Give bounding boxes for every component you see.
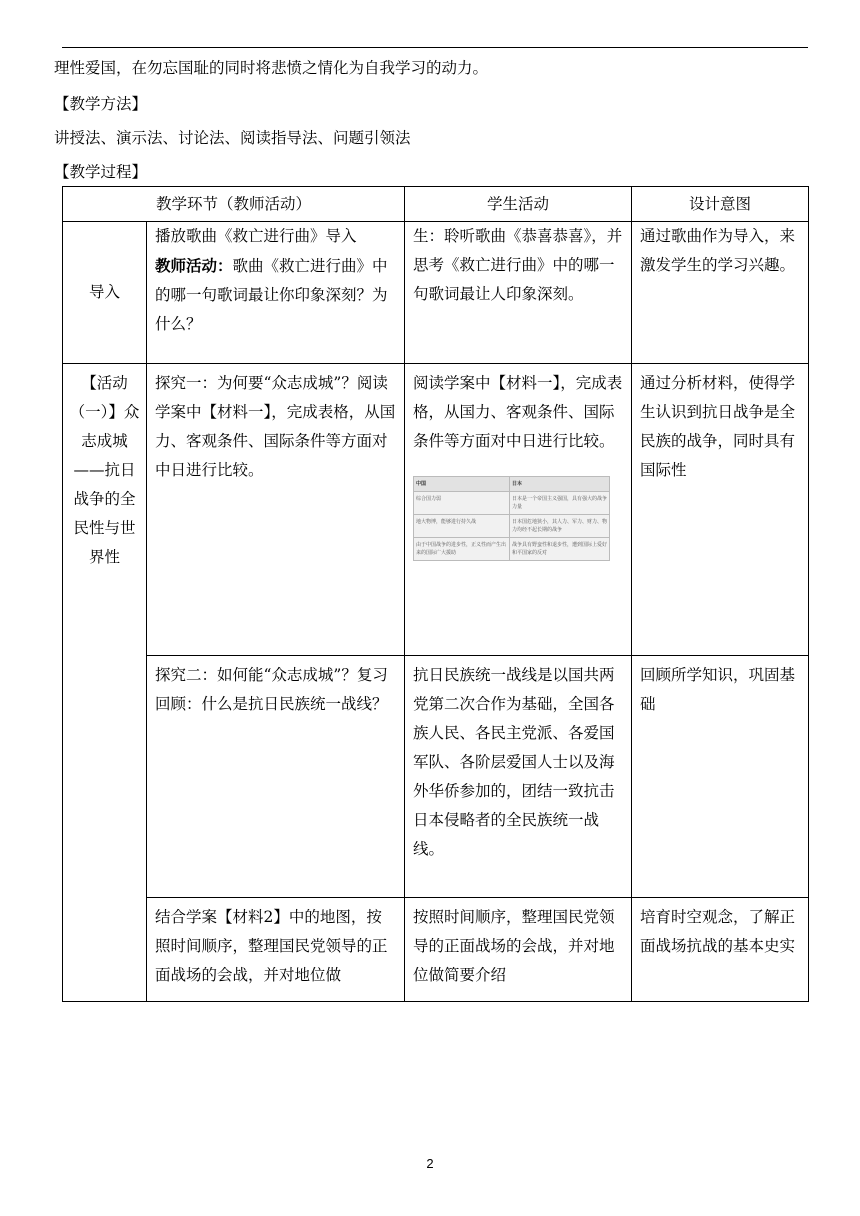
intro-teacher-question: 歌曲《救亡进行曲》中的哪一句歌词最让你印象深刻？为什么？ — [155, 257, 388, 333]
mini-cell: 日本是一个帝国主义强国，具有强大的战争力量 — [510, 492, 610, 515]
table-row-activity-1 — [63, 364, 809, 656]
table-row-activity-3 — [63, 898, 809, 1002]
teaching-process-table — [62, 186, 809, 1002]
header-teacher-stage: 教学环节（教师活动） — [63, 187, 405, 222]
activity1-purpose-cell: 通过分析材料，使得学生认识到抗日战争是全民族的战争，同时具有国际性 — [632, 364, 809, 656]
mini-header-japan: 日本 — [510, 477, 610, 492]
intro-student-cell: 生：聆听歌曲《恭喜恭喜》，并思考《救亡进行曲》中的哪一句歌词最让人印象深刻。 — [405, 222, 632, 364]
activity2-purpose-cell: 回顾所学知识，巩固基础 — [632, 656, 809, 898]
header-design-intent: 设计意图 — [632, 187, 809, 222]
methods-text: 讲授法、演示法、讨论法、阅读指导法、问题引领法 — [54, 129, 411, 147]
activity3-student-cell: 按照时间顺序，整理国民党领导的正面战场的会战，并对地位做简要介绍 — [405, 898, 632, 1002]
intro-teacher-cell — [147, 222, 405, 364]
activity1-student-cell — [405, 364, 632, 656]
mini-cell: 日本国危地狭小，其人力、军力、财力、物力均经不起长期的战争 — [510, 515, 610, 538]
activity2-teacher-cell: 探究二：如何能“众志成城”？复习回顾：什么是抗日民族统一战线？ — [147, 656, 405, 898]
mini-row — [414, 515, 610, 538]
intro-purpose-cell: 通过歌曲作为导入，来激发学生的学习兴趣。 — [632, 222, 809, 364]
header-student-activity: 学生活动 — [405, 187, 632, 222]
mini-row — [414, 492, 610, 515]
table-row-activity-2 — [63, 656, 809, 898]
table-header-row — [63, 187, 809, 222]
activity2-student-cell: 抗日民族统一战线是以国共两党第二次合作为基础，全国各族人民、各民主党派、各爱国军队、各阶层爱国人士以及海外华侨参加的，团结一致抗击日本侵略者的全民族统一战线。 — [405, 656, 632, 898]
process-heading: 【教学过程】 — [54, 163, 148, 181]
method-heading: 【教学方法】 — [54, 95, 148, 113]
page-number: 2 — [426, 1156, 434, 1171]
mini-header-china: 中国 — [414, 477, 510, 492]
stage-activity-one — [63, 364, 147, 1002]
stage-activity-label: 【活动（一）】众志成城——抗日战争的全民性与世界性 — [69, 374, 140, 566]
mini-cell: 战争具有野蛮性和退步性，遭到国际上爱好和平国家的反对 — [510, 538, 610, 561]
mini-cell: 综合国力弱 — [414, 492, 510, 515]
stage-intro — [63, 222, 147, 364]
mini-cell: 地大物博，能够进行持久战 — [414, 515, 510, 538]
header-rule — [62, 47, 808, 48]
china-japan-comparison-image — [413, 476, 610, 561]
activity3-teacher-cell: 结合学案【材料2】中的地图，按照时间顺序，整理国民党领导的正面战场的会战，并对地位做 — [147, 898, 405, 1002]
intro-line: 理性爱国，在勿忘国耻的同时将悲愤之情化为自我学习的动力。 — [54, 59, 489, 77]
activity1-student-text: 阅读学案中【材料一】，完成表格，从国力、客观条件、国际条件等方面对中日进行比较。 — [413, 374, 623, 450]
intro-teacher-line1: 播放歌曲《救亡进行曲》导入 — [155, 227, 357, 245]
table-row-intro — [63, 222, 809, 364]
stage-intro-label: 导入 — [88, 283, 120, 301]
mini-cell: 由于中国战争的进步性，正义性而产生出来的国际广大援助 — [414, 538, 510, 561]
teacher-activity-label: 教师活动： — [155, 256, 233, 275]
mini-row — [414, 538, 610, 561]
activity3-purpose-cell: 培育时空观念，了解正面战场抗战的基本史实 — [632, 898, 809, 1002]
activity1-teacher-cell: 探究一：为何要“众志成城”？阅读学案中【材料一】，完成表格，从国力、客观条件、国际条件等方面对中日进行比较。 — [147, 364, 405, 656]
